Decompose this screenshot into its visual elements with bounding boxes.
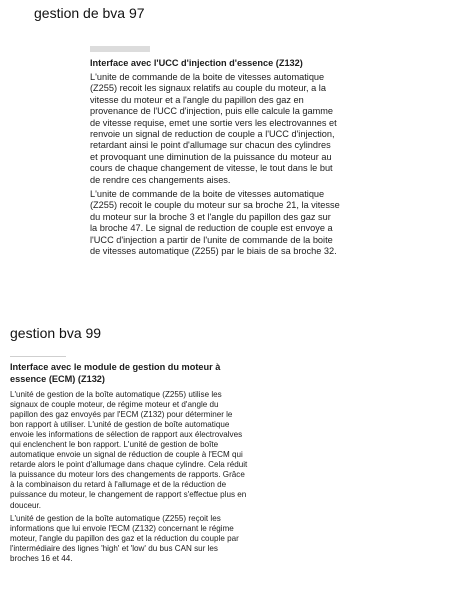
caption-bva-99: gestion bva 99 <box>10 325 102 341</box>
bva97-excerpt <box>90 57 340 261</box>
bva99-paragraph-1: L'unité de gestion de la boîte automatique (Z255) utilise les signaux de couple moteur, de régime moteur et d'angle du papillon des gaz envoyés par l'ECM (Z132) pour déterminer le bon rapport à utiliser. L'unité de gestion de boîte automatique envoie les informations de sélection de rapport aux électrovalves qui enclenchent le bon rapport. L'unité de gestion de boîte automatique envoie un signal de réduction de couple à l'ECM qui retarde alors le point d'allumage dans chaque cylindre. Cela réduit la puissance du moteur lors des changements de rapports. Grâce à la combinaison du retard à l'allumage et de la réduction de puissance du moteur, le changement de rapport s'effectue plus en douceur. <box>10 390 248 510</box>
bva97-paragraph-1: L'unite de commande de la boite de vitesses automatique (Z255) recoit les signaux relatifs au couple du moteur, a la vitesse du moteur et a l'angle du papillon des gaz en provenance de l'UCC d'injection, puis elle calcule la gamme de vitesse requise, emet une sortie vers les electrovannes et renvoie un signal de reduction de couple a l'UCC d'injection, retardant ainsi le point d'allumage sur chacun des cylindres et provoquant une diminution de la puissance du moteur au cours de chaque changement de vitesse, le tout dans le but de rendre ces changements aises. <box>90 72 337 185</box>
decorative-rule <box>90 46 150 52</box>
bva99-heading: Interface avec le module de gestion du moteur à essence (ECM) (Z132) <box>10 362 221 384</box>
bva97-heading: Interface avec l'UCC d'injection d'essence (Z132) <box>90 58 303 68</box>
bva99-excerpt <box>10 362 248 567</box>
bva99-paragraph-2: L'unité de gestion de la boîte automatique (Z255) reçoit les informations que lui envoie l'ECM (Z132) concernant le régime moteur, l'angle du papillon des gaz et la réduction du couple par l'intermédiaire des lignes 'high' et 'low' du bus CAN sur les broches 16 et 44. <box>10 513 239 563</box>
bva97-paragraph-2: L'unite de commande de la boite de vitesses automatique (Z255) recoit le couple du moteur sur sa broche 21, la vitesse du moteur sur la broche 3 et l'angle du papillon des gaz sur la broche 47. Le signal de reduction de couple est envoye a l'UCC d'injection a partir de l'unite de commande de la boite de vitesses automatique (Z255) par le biais de sa broche 32. <box>90 189 340 257</box>
caption-bva-97: gestion de bva 97 <box>34 5 145 21</box>
decorative-rule <box>10 356 66 357</box>
